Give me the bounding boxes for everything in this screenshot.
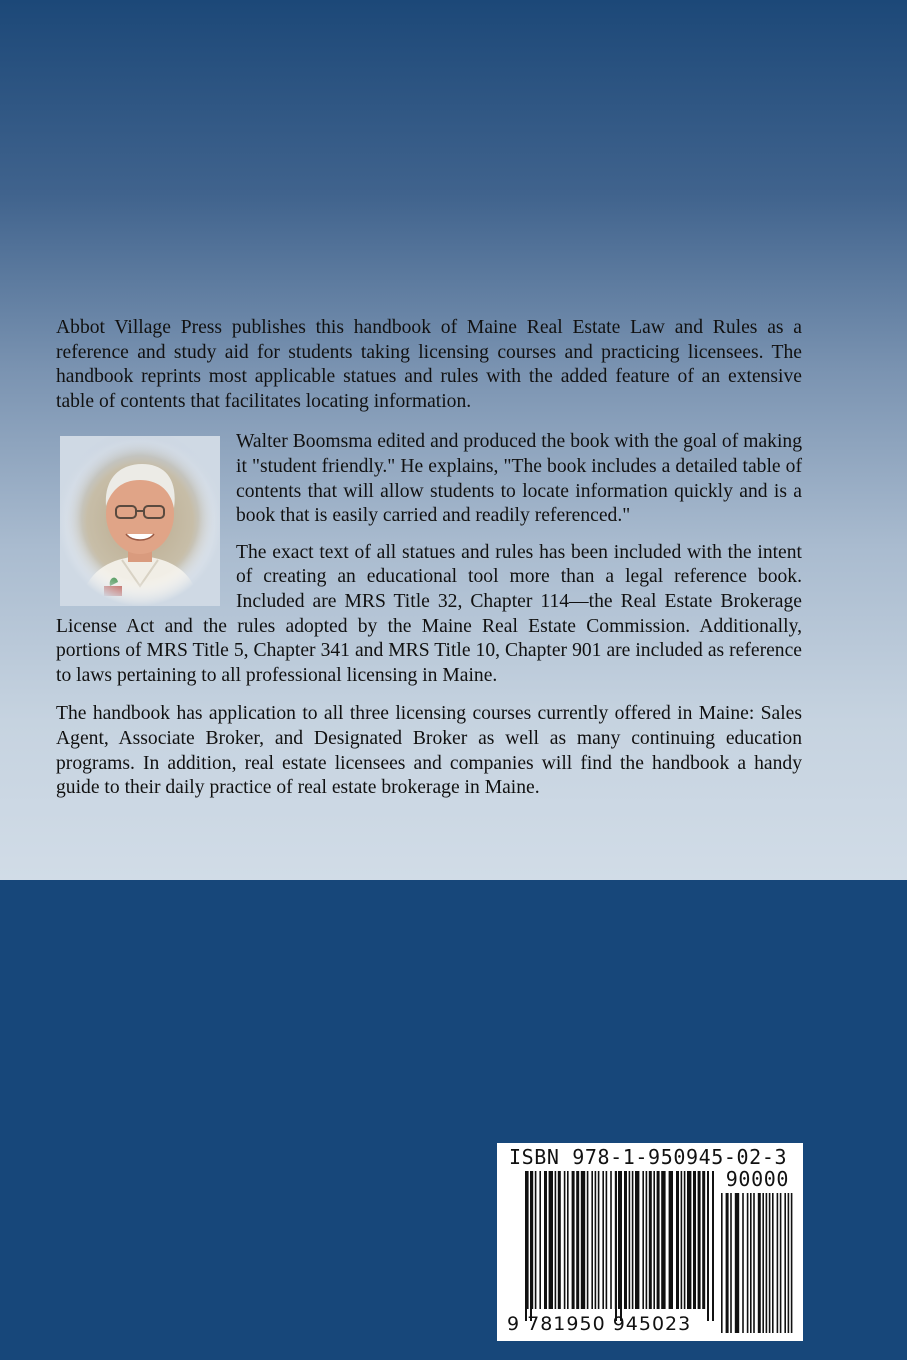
description-text [56, 316, 802, 801]
paragraph-application: The handbook has application to all three licensing courses currently offered in Maine: Sales Agent, Associate Broker, and Designated Broker as well as many continuing education programs. In addition, real estate licensees and companies will find the handbook a handy guide to their daily practice of real estate brokerage in Maine. [56, 703, 802, 799]
barcode-digits: 9 781950 945023 [507, 1313, 692, 1335]
paragraph-contents: The exact text of all statues and rules has been included with the intent of creating an educational tool more than a legal reference book. Included are MRS Title 32, Chapter 114—the Real Estate Brokerage License Act and the rules adopted by the Maine Real Estate Commission. Additionally, portions of MRS Title 5, Chapter 341 and MRS Title 10, Chapter 901 are included as reference to laws pertaining to all professional licensing in Maine. [56, 541, 802, 686]
barcode-bars-icon [497, 1143, 803, 1341]
isbn-label: ISBN 978-1-950945-02-3 [509, 1145, 788, 1169]
paragraph-intro: Abbot Village Press publishes this handbook of Maine Real Estate Law and Rules as a reference and study aid for students taking licensing courses and practicing licensees. The handbook reprints most applicable statues and rules with the added feature of an extensive table of contents that facilitates locating information. [56, 317, 802, 412]
author-photo [60, 436, 220, 606]
author-portrait-icon [60, 436, 220, 606]
paragraph-author: Walter Boomsma edited and produced the book with the goal of making it "student friendly." He explains, "The book includes a detailed table of contents that will allow students to locate information quickly and is a book that is easily carried and readily referenced." [236, 431, 802, 527]
isbn-barcode [497, 1143, 803, 1341]
price-code: 90000 [725, 1167, 789, 1191]
